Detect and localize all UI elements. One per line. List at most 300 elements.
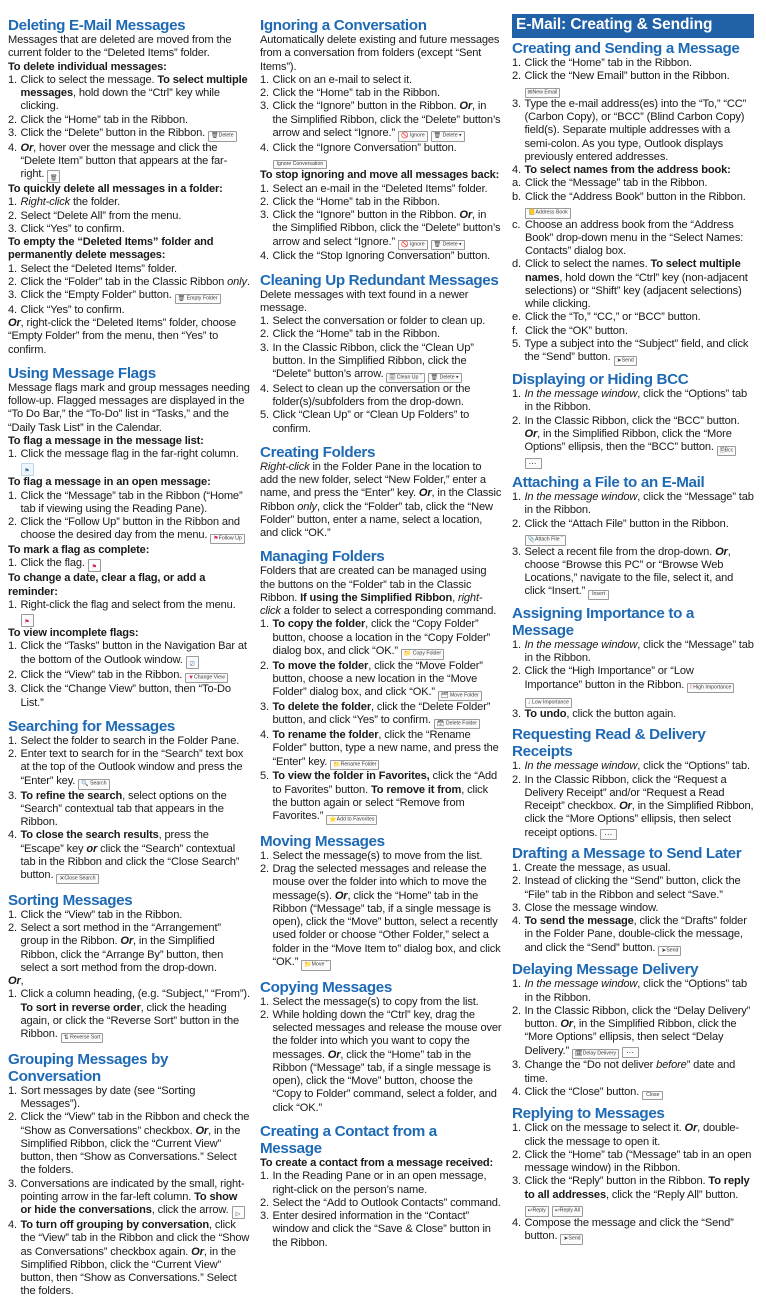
step-number: 3.: [8, 789, 17, 802]
step-item: [512, 760, 754, 773]
ignore-conversation-button-chip[interactable]: Ignore Conversation: [273, 160, 328, 169]
step-item: [512, 70, 754, 98]
reply-all-button-chip[interactable]: ↩Reply All: [552, 1206, 583, 1216]
step-number: 2.: [8, 113, 17, 126]
step-number: 2.: [512, 69, 521, 82]
section-heading-contact-from-message: Creating a Contact from a Message: [260, 1122, 437, 1157]
deleting-intro: Messages that are deleted are moved from the current folder to the “Deleted Items” folder.: [8, 34, 232, 60]
bcc-button-chip[interactable]: 🗎Bcc: [717, 446, 736, 456]
step-text: Click the flag. ⚑: [21, 557, 101, 569]
step-item: [260, 328, 502, 341]
section-heading-importance: Assigning Importance to a Message: [512, 604, 694, 639]
step-item: [260, 1197, 502, 1210]
new-email-button-chip[interactable]: ✉New Email: [525, 88, 561, 98]
copy-folder-button-chip[interactable]: 📁 Copy Folder: [401, 649, 444, 659]
step-item: [260, 996, 502, 1009]
step-number: 4.: [8, 141, 17, 154]
section-heading-delaying: Delaying Message Delivery: [512, 961, 699, 979]
step-text: Click the “Folder” tab in the Classic Ribbon only.: [20, 275, 250, 288]
section-heading-receipts: Requesting Read & Delivery Receipts: [512, 726, 706, 761]
move-button-chip[interactable]: 📁Move ˇ: [301, 960, 330, 970]
step-text: Click to select the message. To select multiple messages, hold down the “Ctrl” key while clicking.: [20, 73, 248, 113]
step-number: 3.: [512, 1059, 521, 1072]
step-text: Select “Delete All” from the menu.: [20, 209, 182, 222]
step-item: [8, 142, 250, 184]
step-number: 2.: [260, 328, 269, 341]
step-number: 3.: [8, 289, 17, 302]
section-heading-message-flags: Using Message Flags: [8, 364, 156, 382]
step-item: [512, 546, 754, 600]
step-number: 1.: [512, 491, 521, 504]
ignoring-steps: [260, 74, 502, 170]
step-text: Click the “Ignore Conversation” button. Ignore Conversation: [273, 142, 457, 167]
step-item: [260, 729, 502, 770]
step-item: [260, 315, 502, 328]
step-item: [8, 735, 250, 748]
copying-messages-steps: [260, 996, 502, 1115]
insert-button-chip[interactable]: Insert: [588, 590, 609, 599]
step-text: Click the “To,” “CC,” or “BCC” button.: [525, 311, 701, 324]
flags-sub-complete: To mark a flag as complete:: [8, 544, 150, 557]
step-item: [8, 988, 250, 1043]
step-item: [8, 74, 250, 114]
step-text: Click the “Message” tab in the Ribbon.: [525, 177, 708, 190]
step-text: To undo, click the button again.: [524, 708, 677, 721]
step-number: 2.: [260, 195, 269, 208]
step-number: 1.: [8, 1084, 17, 1097]
step-text: Select the “Deleted Items” folder.: [20, 262, 177, 275]
step-item: [260, 383, 502, 410]
step-number: 3.: [260, 1210, 269, 1222]
drafting-steps: [512, 862, 754, 956]
section-heading-drafting: Drafting a Message to Send Later: [512, 844, 742, 862]
step-number: 2.: [260, 659, 269, 672]
step-number: 3.: [260, 341, 269, 354]
step-text: Click the “Delete” button in the Ribbon. 🗑Delete: [21, 127, 237, 139]
step-number: 2.: [8, 209, 17, 222]
step-item: [512, 491, 754, 518]
step-item: [512, 875, 754, 902]
step-text: In the Classic Ribbon, click the “BCC” button. Or, in the Simplified Ribbon, click the “More Options” ellipsis, then the “BCC” button. 🗎Bcc ⋯: [524, 414, 740, 468]
step-item: [260, 618, 502, 659]
contact-steps: [260, 1170, 502, 1250]
step-number: f.: [512, 324, 518, 337]
step-item: [512, 665, 754, 708]
flags-complete-steps: [8, 557, 250, 572]
step-number: 5.: [260, 770, 269, 783]
step-number: 1.: [8, 640, 17, 653]
step-item: [260, 701, 502, 729]
step-number: 1.: [8, 489, 17, 502]
section-heading-cleanup: Cleaning Up Redundant Messages: [260, 271, 499, 289]
step-text: Select a sort method in the “Arrangement” group in the Ribbon. Or, in the Simplified Ribbon, click the “Arrange By” button, then select a sort method from the drop-down.: [20, 922, 224, 974]
step-text: Conversations are indicated by the small, right-pointing arrow in the far-left column. To show or hide the conversations, click the arrow. ▷: [20, 1177, 245, 1218]
step-number: 4.: [260, 382, 269, 395]
ignoring-intro: Automatically delete existing and future messages from a conversation from folders (except “Sent Items”).: [260, 34, 500, 73]
step-text: Click on an e-mail to select it.: [272, 73, 412, 86]
step-number: 1.: [8, 908, 17, 921]
step-text: Select to clean up the conversation or the folder(s)/subfolders from the drop-down.: [272, 382, 471, 409]
step-text: Select the conversation or folder to clean up.: [272, 315, 486, 328]
more-options-ellipsis-chip[interactable]: ⋯: [622, 1047, 639, 1058]
step-number: 4.: [8, 303, 17, 316]
step-text: Select an e-mail in the “Deleted Items” folder.: [272, 182, 488, 195]
attach-file-button-chip[interactable]: 📎Attach File ˇ: [525, 535, 566, 545]
creating-folders-intro: Right-click in the Folder Pane in the location to add the new folder, select “New Folder,” enter a name, and press the “Enter” key. Or, in the Classic Ribbon only, click the “Folder” tab, click the “New Folder” button, enter a name, select a location, and click “OK.”: [260, 460, 502, 540]
conversation-arrow-icon-chip[interactable]: ▷: [232, 1206, 245, 1219]
step-text: To copy the folder, click the “Copy Folder” button, choose a location in the “Copy Folder” dialog box, and click “OK.” 📁 Copy Folder: [273, 618, 491, 657]
step-number: 2.: [8, 516, 17, 529]
step-text: Click the “Home” tab in the Ribbon.: [20, 113, 188, 126]
step-item: [260, 87, 502, 100]
step-number: 4.: [512, 164, 521, 177]
step-text: In the Reading Pane or in an open message, right-click on the person’s name.: [272, 1170, 487, 1196]
step-number: 1.: [260, 849, 269, 862]
step-text: Click “Yes” to confirm.: [20, 303, 125, 316]
step-item: [260, 74, 502, 87]
step-text: Click the “New Email” button in the Ribbon. ✉New Email: [525, 70, 730, 95]
creating-sending-steps: [512, 57, 754, 178]
section-heading-managing-folders: Managing Folders: [260, 548, 385, 566]
cleanup-intro: Delete messages with text found in a newer message.: [260, 288, 469, 314]
step-item: [260, 196, 502, 209]
step-item: [512, 258, 754, 311]
step-item: [8, 490, 250, 517]
step-text: To refine the search, select options on the “Search” contextual tab that appears in the Ribbon.: [20, 789, 227, 829]
step-item: [512, 1149, 754, 1176]
deleting-sub-folder: To quickly delete all messages in a folder:: [8, 183, 223, 196]
importance-steps: [512, 639, 754, 722]
step-text: Click the “Address Book” button in the Ribbon. 📒Address Book: [525, 191, 746, 216]
step-item: [512, 639, 754, 666]
ignore-button-chip[interactable]: 🚫 Ignore: [398, 131, 428, 141]
step-number: 1.: [512, 56, 521, 69]
step-number: 4.: [8, 829, 17, 842]
step-number: 3.: [8, 126, 17, 139]
step-number: 2.: [512, 875, 521, 888]
step-item: [512, 1217, 754, 1245]
send-button-chip[interactable]: ➤Send: [614, 356, 637, 366]
step-item: [512, 774, 754, 840]
step-item: [8, 748, 250, 789]
step-item: [260, 863, 502, 971]
delete-button-chip[interactable]: 🗑Delete: [208, 131, 237, 141]
step-text: Click the “Message” tab in the Ribbon (“Home” tab if viewing using the Reading Pane).: [20, 489, 243, 515]
step-text: Click the “Change View” button, then “To-Do List.”: [20, 683, 231, 709]
sorting-or: Or,: [8, 975, 24, 988]
rename-folder-button-chip[interactable]: 📁Rename Folder: [330, 760, 379, 770]
step-item: [8, 1085, 250, 1112]
deleting-individual-steps: [8, 74, 250, 183]
section-heading-ignoring: Ignoring a Conversation: [260, 17, 427, 34]
empty-folder-button-chip[interactable]: 🗑 Empty Folder: [175, 294, 221, 304]
ignore-button-chip[interactable]: 🚫 Ignore: [398, 240, 428, 250]
step-number: 4.: [512, 915, 521, 927]
sorting-alt-steps: [8, 988, 250, 1043]
step-number: 4.: [260, 250, 269, 263]
step-text: Enter text to search for in the “Search” text box at the top of the Outlook window and press the “Enter” key. 🔍 Search: [21, 748, 244, 787]
replying-steps: [512, 1122, 754, 1244]
step-text: Select the “Add to Outlook Contacts” command.: [272, 1196, 501, 1209]
moving-messages-steps: [260, 850, 502, 971]
step-text: In the Classic Ribbon, click the “Request a Delivery Receipt” and/or “Request a Read Receipt” checkbox. Or, in the Simplified Ribbon, click the “More Options” ellipsis, then select receipt options. ⋯: [524, 773, 754, 839]
step-number: 2.: [512, 517, 521, 530]
search-box-chip[interactable]: 🔍 Search: [78, 779, 109, 789]
step-number: 1.: [260, 182, 269, 195]
step-number: 1.: [8, 557, 17, 570]
step-number: 3.: [8, 1177, 17, 1190]
step-item: [512, 388, 754, 415]
step-number: 2.: [260, 1196, 269, 1209]
step-text: Click the “Home” tab in the Ribbon.: [272, 328, 440, 341]
step-item: [8, 1111, 250, 1177]
flags-open-steps: [8, 490, 250, 545]
step-text: Compose the message and click the “Send” button. ➤Send: [525, 1217, 734, 1242]
delete-arrow-button-chip[interactable]: 🗑 Delete ▾: [431, 240, 465, 250]
step-text: Close the message window.: [524, 901, 659, 914]
step-number: 4.: [260, 141, 269, 154]
step-text: Type a subject into the “Subject” field, and click the “Send” button. ➤Send: [525, 338, 749, 363]
step-item: [8, 127, 250, 142]
step-text: To view the folder in Favorites, click the “Add to Favorites” button. To remove it from, click the button again or select “Remove from Favorites.” ⭐Add to Favorites: [273, 770, 498, 822]
step-item: [512, 311, 754, 324]
send-button-chip[interactable]: ➤Send: [560, 1234, 583, 1244]
section-heading-moving-messages: Moving Messages: [260, 832, 385, 850]
step-number: 2.: [8, 275, 17, 288]
reverse-sort-button-chip[interactable]: ⇅ Reverse Sort: [61, 1033, 104, 1043]
step-item: [8, 909, 250, 922]
step-text: Select the message(s) to copy from the list.: [272, 995, 479, 1008]
step-number: 2.: [260, 1008, 269, 1021]
step-text: To move the folder, click the “Move Folder” button, choose a new location in the “Move Folder” dialog box, and click “OK.” 🗂 Move Folder: [273, 660, 483, 699]
receipts-steps: [512, 760, 754, 840]
step-text: Click the “View” tab in the Ribbon. ▼Change View: [21, 669, 228, 681]
close-search-button-chip[interactable]: ✕Close Search: [56, 874, 98, 884]
step-number: 1.: [512, 760, 521, 773]
flags-sub-incomplete: To view incomplete flags:: [8, 627, 139, 640]
section-heading-creating-sending: Creating and Sending a Message: [512, 39, 740, 57]
step-text: Select the folder to search in the Folder Pane.: [20, 734, 240, 747]
step-item: [8, 922, 250, 975]
delete-folder-button-chip[interactable]: 🗃 Delete Folder: [434, 719, 480, 729]
section-heading-searching: Searching for Messages: [8, 717, 176, 735]
step-item: [8, 263, 250, 276]
step-text: To turn off grouping by conversation, click the “View” tab in the Ribbon and click the “Show as Conversations” checkbox again. Or, in the Simplified Ribbon, click the “Current View” button, then “Show as Conversations.” Select the folders.: [20, 1219, 250, 1298]
step-item: [260, 1170, 502, 1197]
step-item: [512, 415, 754, 470]
step-number: 4.: [512, 1085, 521, 1098]
step-item: [260, 342, 502, 383]
step-number: e.: [512, 311, 521, 324]
contact-sub: To create a contact from a message received:: [260, 1157, 494, 1169]
send-button-chip[interactable]: ➤Send: [658, 946, 681, 956]
step-text: In the message window, click the “Options” tab in the Ribbon.: [524, 388, 747, 414]
deleting-sub-empty: To empty the “Deleted Items” folder and permanently delete messages:: [8, 236, 214, 262]
delete-arrow-button-chip[interactable]: 🗑 Delete ▾: [431, 131, 465, 141]
flag-complete-icon-chip[interactable]: ⚑: [88, 559, 101, 572]
step-item: [8, 790, 250, 830]
step-item: [260, 142, 502, 170]
step-item: [8, 683, 250, 710]
step-number: 3.: [260, 209, 269, 222]
more-options-ellipsis-chip[interactable]: ⋯: [600, 829, 617, 840]
flag-icon-chip[interactable]: ⚑: [21, 463, 34, 476]
step-number: 3.: [260, 701, 269, 713]
step-item: [512, 1005, 754, 1060]
step-item: [8, 829, 250, 884]
step-number: 1.: [260, 73, 269, 86]
deleting-empty-steps: [8, 263, 250, 318]
step-number: 1.: [8, 196, 17, 209]
deleting-outro: Or, right-click the “Deleted Items” folder, choose “Empty Folder” from the menu, then “Yes” to confirm.: [8, 317, 237, 356]
step-number: 3.: [512, 1175, 521, 1188]
step-text: Type the e-mail address(es) into the “To,” “CC” (Carbon Copy), or “BCC” (Blind Carbon Copy) field(s). Separate multiple addresses with a semi-colon. As you type, Outlook displays previously entered addresses.: [524, 97, 747, 163]
step-number: a.: [512, 177, 521, 190]
step-item: [8, 1219, 250, 1299]
delete-item-button-chip[interactable]: 🗑: [47, 170, 60, 183]
deleting-folder-steps: [8, 196, 250, 236]
step-text: Click the “Home” tab in the Ribbon.: [524, 56, 692, 69]
step-text: Click a column heading, (e.g. “Subject,” “From”). To sort in reverse order, click the heading again, or click the “Reverse Sort” button in the Ribbon. ⇅ Reverse Sort: [21, 988, 250, 1040]
move-folder-button-chip[interactable]: 🗂 Move Folder: [438, 691, 482, 701]
step-number: 1.: [260, 618, 269, 631]
more-options-ellipsis-chip[interactable]: ⋯: [525, 458, 542, 469]
flags-change-steps: [8, 599, 250, 627]
step-item: [8, 289, 250, 304]
step-number: 3.: [512, 97, 521, 110]
step-item: [512, 98, 754, 164]
step-text: Drag the selected messages and release the mouse over the folder into which to move the message(s). Or, click the “Home” tab in the Ribbon (“Message” tab, if a single message is open), click the “Move” button, select a recently used folder or choose “Other Folder,” select a folder in the “Move Item to” dialog box, and click “OK.” 📁Move ˇ: [273, 863, 501, 968]
delaying-steps: [512, 978, 754, 1100]
step-text: Choose an address book from the “Address Book” drop-down menu in the “Select Names: Contacts” dialog box.: [525, 218, 744, 258]
delete-arrow-button-chip[interactable]: 🗑 Delete ▾: [428, 373, 462, 383]
step-item: [8, 557, 250, 572]
step-number: 2.: [8, 922, 17, 935]
step-number: 1.: [8, 262, 17, 275]
step-number: 2.: [260, 863, 269, 876]
step-text: In the Classic Ribbon, click the “Clean Up” button. In the Simplified Ribbon, click the “Delete” button’s arrow. 🗐 Clean Up ˇ 🗑 Delete ▾: [273, 342, 474, 381]
section-heading-attaching-file: Attaching a File to an E-Mail: [512, 474, 705, 492]
step-item: [8, 114, 250, 127]
section-heading-copying-messages: Copying Messages: [260, 978, 392, 996]
step-item: [8, 669, 250, 684]
step-text: To close the search results, press the “Escape” key or click the “Search” contextual tab in the Ribbon and click the “Close Search” button. ✕Close Search: [21, 829, 240, 881]
step-number: 2.: [8, 668, 17, 681]
step-number: 1.: [512, 638, 521, 651]
step-number: c.: [512, 218, 521, 231]
address-book-button-chip[interactable]: 📒Address Book: [525, 208, 571, 218]
step-item: [8, 304, 250, 317]
step-item: [512, 915, 754, 956]
step-number: 2.: [260, 87, 269, 100]
step-item: [512, 191, 754, 219]
step-number: 2.: [512, 414, 521, 427]
step-number: 1.: [512, 1122, 521, 1135]
step-item: [512, 518, 754, 546]
column-left: [8, 14, 250, 1298]
step-item: [8, 223, 250, 236]
step-number: 1.: [8, 734, 17, 747]
step-number: 1.: [260, 1170, 269, 1183]
ignoring-stop-steps: [260, 183, 502, 264]
tasks-button-chip[interactable]: ☑: [186, 656, 199, 669]
delay-delivery-button-chip[interactable]: 🗓Delay Delivery: [572, 1049, 619, 1059]
step-item: [260, 100, 502, 141]
step-text: Click the “Tasks” button in the Navigation Bar at the bottom of the Outlook window. ☑: [20, 640, 247, 668]
column-right: [512, 14, 754, 1243]
step-item: [512, 1059, 754, 1086]
step-text: In the message window, click the “Options” tab in the Ribbon.: [524, 978, 747, 1004]
managing-folders-intro: Folders that are created can be managed using the buttons on the “Folder” tab in the Classic Ribbon. If using the Simplified Ribbon, right-click a folder to select a corresponding command.: [260, 565, 497, 618]
step-text: Select a recent file from the drop-down. Or, choose “Browse this PC” or “Browse Web Locations,” navigate to the file, select it, and click “Insert.” Insert: [525, 546, 734, 598]
step-item: [512, 1086, 754, 1100]
step-text: To select names from the address book:: [524, 164, 731, 177]
step-text: In the message window, click the “Message” tab in the Ribbon.: [524, 491, 754, 517]
flags-sub-list: To flag a message in the message list:: [8, 434, 204, 447]
banner-email-creating-sending: E-Mail: Creating & Sending: [512, 14, 754, 38]
reply-button-chip[interactable]: ↩Reply: [525, 1206, 549, 1216]
flags-list-steps: [8, 448, 250, 476]
address-book-substeps: [512, 177, 754, 338]
step-item: [512, 978, 754, 1005]
low-importance-button-chip[interactable]: ↓ Low Importance: [525, 698, 572, 708]
step-item: [260, 1009, 502, 1115]
step-item: [512, 57, 754, 70]
flag-menu-icon-chip[interactable]: ⚑: [21, 614, 34, 627]
add-to-favorites-button-chip[interactable]: ⭐Add to Favorites: [326, 815, 377, 825]
section-heading-grouping: Grouping Messages by Conversation: [8, 1050, 169, 1085]
step-number: 2.: [512, 1148, 521, 1161]
change-view-button-chip[interactable]: ▼Change View: [185, 673, 228, 683]
cleanup-steps: [260, 315, 502, 436]
step-text: Click the “Home” tab (“Message” tab in an open message window) in the Ribbon.: [524, 1148, 752, 1175]
step-number: 2.: [512, 665, 521, 678]
step-text: Click the “Ignore” button in the Ribbon. Or, in the Simplified Ribbon, click the “Delete” button’s arrow and select “Ignore.” 🚫 Ignore 🗑 Delete ▾: [273, 100, 501, 139]
step-text: Click the “Attach File” button in the Ribbon. 📎Attach File ˇ: [525, 518, 729, 543]
step-text: Click to select the names. To select multiple names, hold down the “Ctrl” key (non-adjacent selections) or “Shift” key (adjacent selections) while clicking.: [525, 258, 748, 311]
step-text: Click “Clean Up” or “Clean Up Folders” to confirm.: [272, 409, 470, 435]
step-text: Change the “Do not deliver before” date and time.: [524, 1059, 736, 1085]
creating-sending-step5: [512, 338, 754, 366]
searching-steps: [8, 735, 250, 884]
step-item: [512, 164, 754, 177]
step-text: Click the “Reply” button in the Ribbon. To reply to all addresses, click the “Reply All” button. ↩Reply ↩Reply All: [525, 1175, 750, 1214]
step-text: Click the “Follow Up” button in the Ribbon and choose the desired day from the menu. ⚑Follow Up: [21, 516, 245, 541]
step-number: 3.: [8, 222, 17, 235]
step-text: Click the “OK” button.: [525, 324, 628, 337]
flags-incomplete-steps: [8, 640, 250, 710]
step-item: [512, 177, 754, 190]
close-button-chip[interactable]: Close: [642, 1091, 663, 1100]
step-item: [8, 516, 250, 544]
step-item: [8, 276, 250, 289]
step-item: [260, 250, 502, 263]
step-number: 3.: [512, 708, 521, 721]
step-text: Click the “Empty Folder” button. 🗑 Empty Folder: [21, 289, 221, 301]
step-item: [512, 862, 754, 875]
clean-up-button-chip[interactable]: 🗐 Clean Up ˇ: [386, 373, 424, 383]
step-text: In the message window, click the “Message” tab in the Ribbon.: [524, 638, 754, 665]
step-number: d.: [512, 258, 521, 271]
step-number: 2.: [512, 773, 521, 786]
high-importance-button-chip[interactable]: ! High Importance: [687, 683, 734, 693]
step-item: [8, 1178, 250, 1220]
step-item: [512, 325, 754, 338]
follow-up-button-chip[interactable]: ⚑Follow Up: [210, 534, 244, 544]
step-text: Or, hover over the message and click the “Delete Item” button that appears at the far-right. 🗑: [20, 141, 228, 182]
section-heading-bcc: Displaying or Hiding BCC: [512, 371, 689, 388]
step-text: Click the “Close” button. Close: [525, 1086, 664, 1098]
